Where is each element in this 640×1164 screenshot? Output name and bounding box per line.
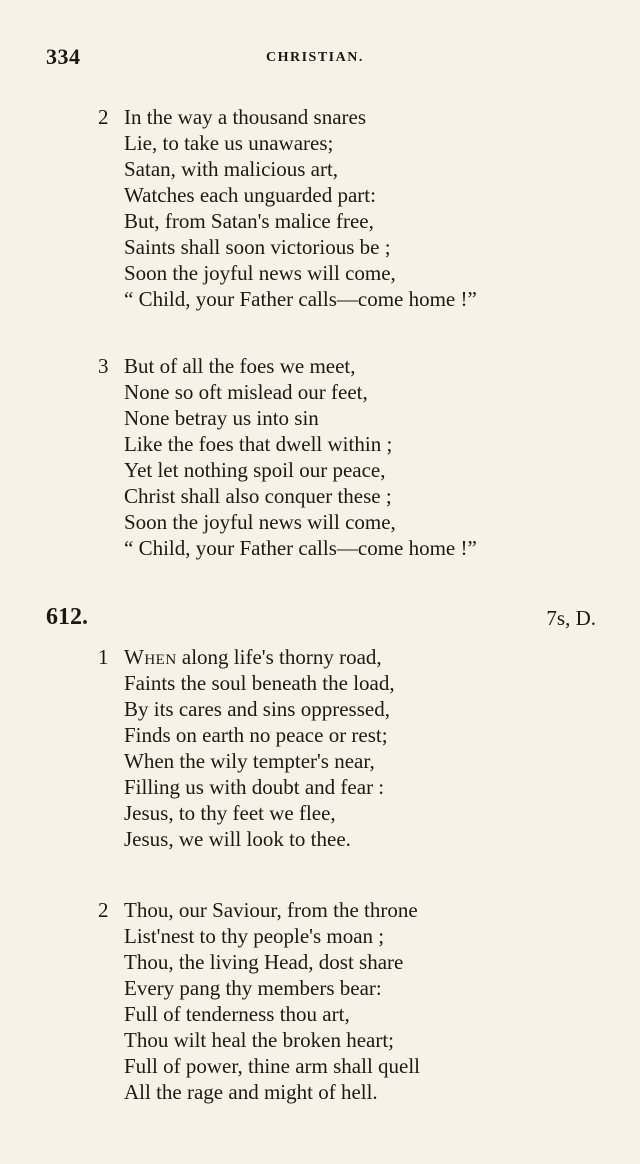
page-header <box>46 44 580 74</box>
verse-lines <box>124 353 594 561</box>
verse-lines <box>124 644 594 852</box>
verse-line: All the rage and might of hell. <box>124 1080 378 1104</box>
verse-line: Watches each unguarded part: <box>124 183 376 207</box>
hymn-number: 612. <box>46 604 88 630</box>
verse-number: 2 <box>98 105 109 129</box>
verse-line: List'nest to thy people's moan ; <box>124 924 385 948</box>
page-number: 334 <box>46 44 81 69</box>
verse-line: Saints shall soon victorious be ; <box>124 235 391 259</box>
hymn-meter: 7s, D. <box>546 606 596 630</box>
verse-line: Soon the joyful news will come, <box>124 261 396 285</box>
verse-line: None so oft mislead our feet, <box>124 380 368 404</box>
verse-line: But of all the foes we meet, <box>124 354 356 378</box>
verse-line: But, from Satan's malice free, <box>124 209 374 233</box>
verse-line: Jesus, to thy feet we flee, <box>124 801 336 825</box>
verse-line: Every pang thy members bear: <box>124 976 382 1000</box>
verse-line: Filling us with doubt and fear : <box>124 775 385 799</box>
hymn-heading <box>46 604 596 634</box>
verse-line: Satan, with malicious art, <box>124 157 339 181</box>
verse-line: Faints the soul beneath the load, <box>124 671 395 695</box>
verse-line: Christ shall also conquer these ; <box>124 484 392 508</box>
verse-number: 3 <box>98 354 109 378</box>
verse-line: Full of tenderness thou art, <box>124 1002 350 1026</box>
verse-line: Soon the joyful news will come, <box>124 510 396 534</box>
verse-line: Finds on earth no peace or rest; <box>124 723 388 747</box>
verse-line: In the way a thousand snares <box>124 105 367 129</box>
verse-line: Yet let nothing spoil our peace, <box>124 458 386 482</box>
verse-line: Jesus, we will look to thee. <box>124 827 351 851</box>
verse-line: By its cares and sins oppressed, <box>124 697 390 721</box>
opening-word: When <box>124 645 177 669</box>
verse-line: None betray us into sin <box>124 406 319 430</box>
verse-line: Thou, our Saviour, from the throne <box>124 898 418 922</box>
verse-line: “ Child, your Father calls—come home !” <box>124 287 477 311</box>
verse-line: Thou, the living Head, dost share <box>124 950 404 974</box>
opening-line-rest: along life's thorny road, <box>176 645 382 669</box>
verse-lines <box>124 897 594 1105</box>
verse-number: 1 <box>98 645 109 669</box>
verse-line: Thou wilt heal the broken heart; <box>124 1028 394 1052</box>
verse-line: When the wily tempter's near, <box>124 749 375 773</box>
verse-number: 2 <box>98 898 109 922</box>
running-head: CHRISTIAN. <box>266 50 364 65</box>
verse-line: “ Child, your Father calls—come home !” <box>124 536 477 560</box>
verse-line: Like the foes that dwell within ; <box>124 432 393 456</box>
verse-line <box>124 644 594 670</box>
verse-lines <box>124 104 594 312</box>
verse-line: Full of power, thine arm shall quell <box>124 1054 421 1078</box>
verse-line: Lie, to take us unawares; <box>124 131 334 155</box>
